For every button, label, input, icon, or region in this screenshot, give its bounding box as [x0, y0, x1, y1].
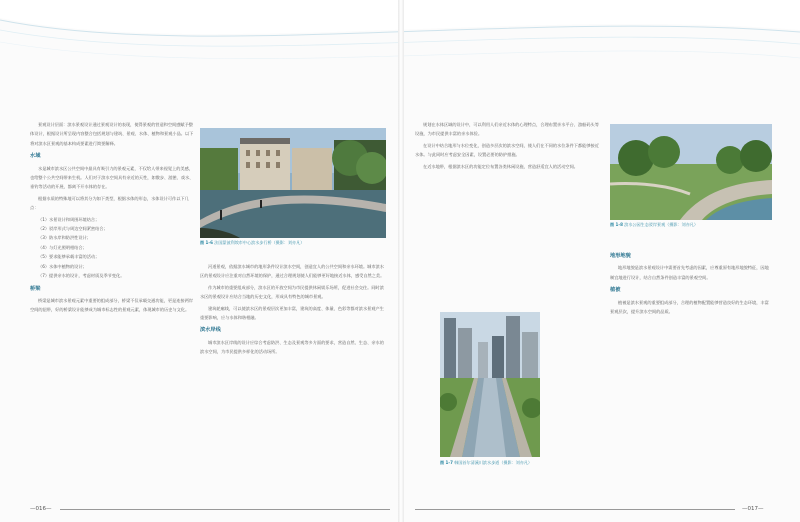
footer-rule-left	[60, 509, 390, 510]
list-item: （6）水体中植物的设计；	[38, 263, 87, 269]
page-number-left: —016—	[30, 506, 52, 512]
left-text-column-2	[200, 262, 386, 505]
section-heading: 植被	[610, 287, 621, 294]
body-paragraph: 规划在水体区域的设计中，可以利用人们亲近水体的心理特点，合理布置亲水平台、游船码头等设施，为市民提供丰富的亲水体验。	[415, 122, 599, 137]
section-heading: 地形地貌	[610, 253, 631, 259]
figure-caption-text: 滨水公园生态驳岸景观（摄影：刘亦凡）	[624, 222, 698, 227]
figure-number: 图 1-8	[610, 222, 623, 227]
figure-caption-text: 韩国首尔清溪川滨水步道（摄影：刘亦凡）	[454, 460, 533, 465]
section-heading: 水域	[30, 153, 41, 160]
list-item: （1）水景设计和周围环境结合；	[38, 216, 100, 222]
list-item: （4）与灯光照明相结合；	[38, 244, 87, 250]
figure-caption-3	[610, 222, 772, 228]
figure-caption-2	[440, 460, 550, 466]
body-paragraph: 景观设计层面：滨水景观设计通过景观设计的表现，使得景观的营造和空间感赋予整体设计，根据设计所呈现内容整合包括规划与建筑、景观、水体、植物和景观小品。以下将对滨水区景观的基本构成要素进行简要解释。	[30, 122, 194, 146]
page-number-right: —017—	[742, 506, 764, 512]
list-item: （3）防水岸和防洪性设计；	[38, 235, 91, 241]
book-gutter	[398, 0, 404, 522]
body-paragraph: 河道景观，依据滨水城市的地形条件设计滨水空间，创造宜人的公共空间和亲水环境。城市滨水区的景观设计应注重对自然环境的保护，通过合理规划使人们能够更好地接近水体，感受自然之美。	[200, 264, 385, 279]
figure-caption-1	[200, 240, 386, 246]
section-heading: 滨水岸线	[200, 327, 221, 334]
body-paragraph: 水是城市滨水区公共空间中最具有吸引力的景观元素，不仅给人带来视觉上的美感，也给整个公共空间带来生机。人们对于滨水空间具有亲近的天性，如散步、游憩、戏水、垂钓等活动的开展，都离不开水体的存在。	[30, 165, 194, 190]
body-paragraph: 作为城市的重要组成部分，滨水区的开放空间为市民提供休闲娱乐场所，促进社会交往。同时滨水区的景观设计应结合当地的历史文化，形成具有特色的城市景观。	[200, 284, 384, 300]
footer-rule-right	[415, 509, 735, 510]
list-item: （5）要求能够承载丰富的活动；	[38, 254, 100, 260]
figure-number: 图 1-6	[200, 240, 213, 245]
right-text-column-1	[415, 120, 601, 300]
left-text-column-1	[30, 120, 195, 505]
right-text-column-2	[610, 248, 772, 505]
body-paragraph: 城市滨水区岸线的设计应综合考虑防洪、生态及景观等多方面的要求，营造自然、生态、亲水的滨水空间，为市民提供多样化的活动场所。	[200, 339, 384, 355]
section-heading: 桥梁	[30, 285, 41, 292]
list-item: （2）驳岸形式与周边空间紧密结合；	[38, 226, 108, 232]
body-paragraph: 根据水质的特殊地可以将其分为如下类型，根据水体的形态，水体设计可作以下几点：	[30, 195, 189, 211]
list-item: （7）提供亲水的设计，考虑材质及季节变化。	[38, 273, 125, 279]
body-paragraph: 桥梁是城市滨水景观元素中重要的组成部分，桥梁不仅承载交通功能，更是连接两岸空间的纽带，好的桥梁设计能够成为城市标志性的景观元素，体现城市的历史与文化。	[30, 297, 193, 313]
body-paragraph: 地形地貌是滨水景观设计中需要首先考虑的因素，应尊重原有地形地貌特征，因地制宜地进行设计，结合自然条件创造丰富的景观空间。	[610, 265, 769, 280]
body-paragraph: 植被是滨水景观的重要组成部分，合理的植物配置能够营造良好的生态环境，丰富景观层次，提升滨水空间的品质。	[610, 299, 769, 315]
body-paragraph: 在近水地带，根据滨水区的功能定位布置各类休闲设施，营造舒适宜人的活动空间。	[423, 163, 578, 169]
photo-waterfront-park	[610, 124, 772, 220]
photo-city-canal	[440, 312, 540, 457]
body-paragraph: 建筑轮廓线，可以使滨水区的景观层次更加丰富，建筑的高度、体量、色彩等都对滨水景观产生重要影响，应与水体和谐相融。	[200, 305, 384, 321]
photo-waterfront-bridge	[200, 128, 386, 238]
figure-number: 图 1-7	[440, 460, 453, 465]
body-paragraph: 在设计中结合地形与水位变化，创造多层次的滨水空间，使人们在不同的水位条件下都能够接近水体。与此同时应考虑安全因素，设置必要的防护措施。	[415, 142, 599, 158]
figure-caption-text: 法国蒙彼利埃市中心滨水步行桥（摄影：刘亦凡）	[214, 240, 305, 245]
